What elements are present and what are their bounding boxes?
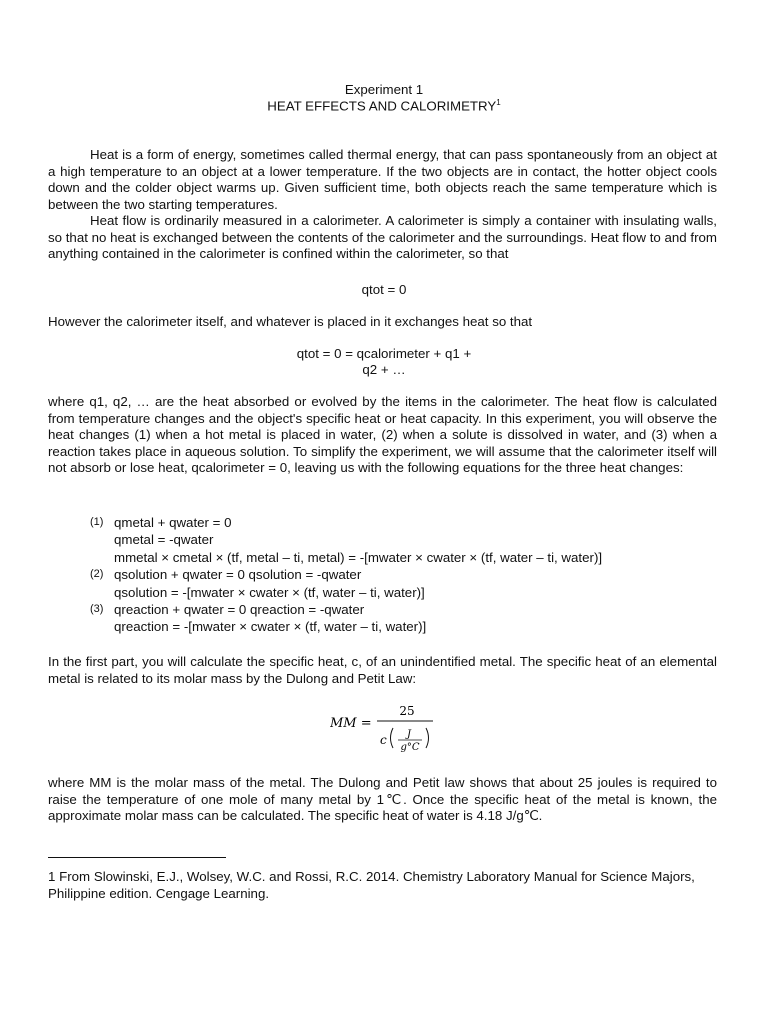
equation-text: qsolution = -[mwater × cwater × (tf, water – ti, water)] xyxy=(114,584,425,600)
equation-row xyxy=(90,601,602,618)
dulong-petit-formula xyxy=(330,700,450,760)
formula-lhs: MM = xyxy=(330,716,372,731)
title-footnote-mark: 1 xyxy=(496,98,501,107)
equation-text: qmetal = -qwater xyxy=(114,532,214,548)
formula-unit-denominator: g°C xyxy=(400,742,420,753)
equation-text: qmetal + qwater = 0 xyxy=(114,515,232,530)
left-paren xyxy=(391,728,394,748)
formula-numerator: 25 xyxy=(399,704,415,718)
footnote-divider xyxy=(48,857,226,858)
equation-row xyxy=(90,584,602,601)
equation-row xyxy=(90,514,602,531)
however-paragraph: However the calorimeter itself, and whatever is placed in it exchanges heat so that xyxy=(48,314,533,329)
equation-row xyxy=(90,531,602,548)
title-text: HEAT EFFECTS AND CALORIMETRY xyxy=(267,98,497,114)
equation-sum-line-2: q2 + … xyxy=(362,362,406,377)
first-part-paragraph: In the first part, you will calculate the specific heat, c, of an unindentified metal. The specific heat of an elemental metal is related to its molar mass by the Dulong and Petit Law: xyxy=(48,654,717,686)
where-paragraph: where q1, q2, … are the heat absorbed or evolved by the items in the calorimeter. The heat flow is calculated from temperature changes and the object's specific heat or heat capacity. In this experiment, you will observe the heat changes (1) when a hot metal is placed in water, (2) when a solute is dissolved in water, and (3) when a reaction takes place in aqueous solution. To simplify the experiment, we will assume that the calorimeter itself will not absorb or lose heat, qcalorimeter = 0, leaving us with the following equations for the three heat changes: xyxy=(48,394,717,475)
equation-number xyxy=(90,618,114,635)
equation-text: qsolution + qwater = 0 qsolution = -qwater xyxy=(114,567,362,583)
formula-unit-numerator: J xyxy=(406,729,412,740)
intro-section xyxy=(48,147,717,263)
equation-row xyxy=(90,618,602,635)
footnote xyxy=(48,868,718,902)
equation-row xyxy=(90,566,602,583)
equation-text: qreaction = -[mwater × cwater × (tf, water – ti, water)] xyxy=(114,619,427,635)
formula-denominator-c: c xyxy=(380,733,387,747)
equation-qtot: qtot = 0 xyxy=(361,282,407,297)
equation-number: (3) xyxy=(90,603,104,616)
experiment-number: Experiment 1 xyxy=(344,82,424,97)
formula-graphic xyxy=(330,700,450,756)
equation-number xyxy=(90,549,114,566)
right-paren xyxy=(426,728,429,748)
equation-number: (1) xyxy=(90,516,104,528)
equation-text: mmetal × cmetal × (tf, metal – ti, metal) = -[mwater × cwater × (tf, water – ti, water)] xyxy=(114,549,603,565)
intro-paragraph-2: Heat flow is ordinarily measured in a calorimeter. A calorimeter is simply a container with insulating walls, so that no heat is exchanged between the contents of the calorimeter and the surroundings. Heat flow to and from anything contained in the calorimeter is confined within the calorimeter, so that xyxy=(48,213,717,261)
equation-sum-line-1: qtot = 0 = qcalorimeter + q1 + xyxy=(296,346,472,361)
equation-number: (2) xyxy=(90,568,104,581)
intro-paragraph-1: Heat is a form of energy, sometimes called thermal energy, that can pass spontaneously from an object at a high temperature to an object at a lower temperature. If the two objects are in contact, the hotter object cools down and the colder object warms up. Given sufficient time, both objects reach the same temperature which is between the two starting temperatures. xyxy=(48,147,717,212)
equation-number xyxy=(90,584,114,601)
closing-paragraph: where MM is the molar mass of the metal. The Dulong and Petit law shows that about 25 joules is required to raise the temperature of one mole of many metal by 1℃. Once the specific heat of the metal is known, the approximate molar mass can be calculated. The specific heat of water is 4.18 J/g℃. xyxy=(48,775,717,823)
equation-number xyxy=(90,531,114,548)
equation-row xyxy=(90,549,602,566)
heat-equations-list xyxy=(90,514,602,636)
equation-text: qreaction + qwater = 0 qreaction = -qwater xyxy=(114,602,365,618)
document-title xyxy=(0,98,768,113)
footnote-mark: 1 xyxy=(48,869,56,884)
footnote-text: From Slowinski, E.J., Wolsey, W.C. and Rossi, R.C. 2014. Chemistry Laboratory Manual for Science Majors, Philippine edition. Cengage Learning. xyxy=(48,869,695,901)
